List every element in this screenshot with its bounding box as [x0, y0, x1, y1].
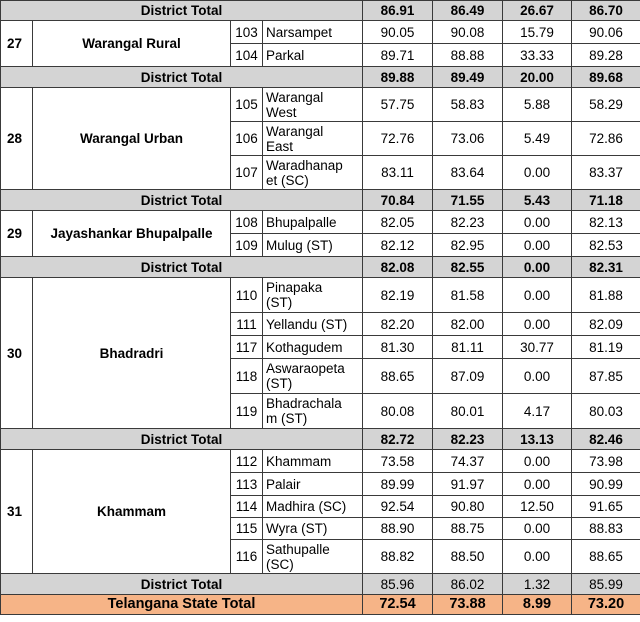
value-4: 82.09	[572, 313, 640, 336]
value-3: 0.00	[503, 313, 572, 336]
constituency-name	[263, 278, 363, 313]
value-3: 33.33	[503, 44, 572, 67]
value-1: 88.90	[363, 518, 433, 540]
state-value-3: 8.99	[503, 595, 572, 615]
value-4: 83.37	[572, 156, 640, 190]
district-serial: 30	[1, 278, 33, 429]
constituency-name-line1: Warangal	[266, 89, 324, 105]
value-1: 88.65	[363, 359, 433, 394]
constituency-row	[1, 278, 640, 313]
constituency-name-line1: Waradhanap	[266, 157, 343, 173]
value-1: 88.82	[363, 540, 433, 574]
total-value-3: 0.00	[503, 257, 572, 278]
value-2: 73.06	[433, 122, 503, 156]
district-name: Jayashankar Bhupalpalle	[33, 211, 231, 257]
constituency-name	[263, 88, 363, 122]
constituency-name-line1: Pinapaka	[266, 280, 323, 295]
constituency-name	[263, 122, 363, 156]
value-4: 88.83	[572, 518, 640, 540]
constituency-name-line2: (SC)	[266, 556, 294, 572]
value-2: 83.64	[433, 156, 503, 190]
total-value-1: 82.72	[363, 429, 433, 450]
total-value-4: 89.68	[572, 67, 640, 88]
total-value-1: 85.96	[363, 574, 433, 595]
value-2: 81.58	[433, 278, 503, 313]
value-1: 81.30	[363, 336, 433, 359]
constituency-code: 118	[231, 359, 263, 394]
total-value-3: 1.32	[503, 574, 572, 595]
value-1: 80.08	[363, 394, 433, 429]
district-name: Warangal Urban	[33, 88, 231, 190]
value-3: 30.77	[503, 336, 572, 359]
value-2: 82.00	[433, 313, 503, 336]
value-3: 0.00	[503, 156, 572, 190]
value-2: 82.23	[433, 211, 503, 234]
constituency-name: Palair	[263, 473, 363, 496]
state-value-2: 73.88	[433, 595, 503, 615]
value-1: 73.58	[363, 450, 433, 473]
value-3: 5.88	[503, 88, 572, 122]
total-value-3: 5.43	[503, 190, 572, 211]
value-2: 88.88	[433, 44, 503, 67]
state-total-row	[1, 595, 640, 615]
value-1: 90.05	[363, 21, 433, 44]
constituency-name-line2: et (SC)	[266, 172, 309, 188]
constituency-code: 111	[231, 313, 263, 336]
district-serial: 27	[1, 21, 33, 67]
total-value-4: 86.70	[572, 1, 640, 21]
constituency-code: 105	[231, 88, 263, 122]
value-3: 0.00	[503, 359, 572, 394]
total-value-4: 85.99	[572, 574, 640, 595]
constituency-name-line2: East	[266, 138, 294, 154]
value-3: 0.00	[503, 540, 572, 574]
constituency-code: 108	[231, 211, 263, 234]
district-serial: 29	[1, 211, 33, 257]
value-2: 58.83	[433, 88, 503, 122]
value-1: 82.19	[363, 278, 433, 313]
district-total-label: District Total	[1, 429, 363, 450]
constituency-code: 110	[231, 278, 263, 313]
total-value-4: 82.46	[572, 429, 640, 450]
value-4: 73.98	[572, 450, 640, 473]
district-total-label: District Total	[1, 1, 363, 21]
constituency-row	[1, 21, 640, 44]
value-2: 82.95	[433, 234, 503, 257]
value-3: 4.17	[503, 394, 572, 429]
total-value-3: 20.00	[503, 67, 572, 88]
value-4: 87.85	[572, 359, 640, 394]
state-total-label: Telangana State Total	[1, 595, 363, 615]
constituency-name-line2: West	[266, 104, 297, 120]
district-name: Warangal Rural	[33, 21, 231, 67]
constituency-name-line1: Bhadrachala	[266, 396, 342, 411]
district-total-label: District Total	[1, 190, 363, 211]
total-value-1: 70.84	[363, 190, 433, 211]
constituency-name	[263, 359, 363, 394]
total-value-3: 13.13	[503, 429, 572, 450]
district-total-label: District Total	[1, 67, 363, 88]
value-3: 0.00	[503, 211, 572, 234]
constituency-name: Mulug (ST)	[263, 234, 363, 257]
value-1: 82.12	[363, 234, 433, 257]
value-4: 81.88	[572, 278, 640, 313]
value-1: 72.76	[363, 122, 433, 156]
constituency-name	[263, 156, 363, 190]
constituency-name-line1: Sathupalle	[266, 541, 330, 557]
value-1: 89.99	[363, 473, 433, 496]
value-2: 88.75	[433, 518, 503, 540]
constituency-code: 119	[231, 394, 263, 429]
constituency-code: 116	[231, 540, 263, 574]
constituency-name: Khammam	[263, 450, 363, 473]
constituency-code: 109	[231, 234, 263, 257]
total-value-1: 86.91	[363, 1, 433, 21]
value-1: 57.75	[363, 88, 433, 122]
value-3: 12.50	[503, 496, 572, 518]
constituency-name: Parkal	[263, 44, 363, 67]
value-2: 80.01	[433, 394, 503, 429]
value-2: 74.37	[433, 450, 503, 473]
constituency-code: 112	[231, 450, 263, 473]
value-4: 58.29	[572, 88, 640, 122]
value-4: 81.19	[572, 336, 640, 359]
total-value-3: 26.67	[503, 1, 572, 21]
value-2: 88.50	[433, 540, 503, 574]
constituency-code: 104	[231, 44, 263, 67]
constituency-name: Wyra (ST)	[263, 518, 363, 540]
constituency-name-line1: Warangal	[266, 123, 324, 139]
district-serial: 31	[1, 450, 33, 574]
value-3: 0.00	[503, 518, 572, 540]
district-total-row	[1, 429, 640, 450]
value-1: 82.20	[363, 313, 433, 336]
constituency-code: 103	[231, 21, 263, 44]
value-1: 92.54	[363, 496, 433, 518]
constituency-name	[263, 394, 363, 429]
value-2: 90.80	[433, 496, 503, 518]
district-total-row	[1, 1, 640, 21]
district-total-label: District Total	[1, 574, 363, 595]
value-1: 89.71	[363, 44, 433, 67]
total-value-2: 89.49	[433, 67, 503, 88]
value-2: 91.97	[433, 473, 503, 496]
constituency-code: 106	[231, 122, 263, 156]
constituency-row	[1, 450, 640, 473]
constituency-row	[1, 211, 640, 234]
value-4: 90.06	[572, 21, 640, 44]
constituency-row	[1, 88, 640, 122]
total-value-2: 82.55	[433, 257, 503, 278]
value-4: 90.99	[572, 473, 640, 496]
constituency-code: 113	[231, 473, 263, 496]
constituency-name: Madhira (SC)	[263, 496, 363, 518]
value-3: 15.79	[503, 21, 572, 44]
constituency-code: 115	[231, 518, 263, 540]
value-3: 0.00	[503, 473, 572, 496]
value-4: 91.65	[572, 496, 640, 518]
constituency-code: 114	[231, 496, 263, 518]
district-total-label: District Total	[1, 257, 363, 278]
value-2: 87.09	[433, 359, 503, 394]
total-value-4: 82.31	[572, 257, 640, 278]
value-4: 80.03	[572, 394, 640, 429]
constituency-name	[263, 540, 363, 574]
value-1: 82.05	[363, 211, 433, 234]
total-value-1: 89.88	[363, 67, 433, 88]
state-value-4: 73.20	[572, 595, 640, 615]
district-name: Khammam	[33, 450, 231, 574]
constituency-name: Kothagudem	[263, 336, 363, 359]
value-4: 82.13	[572, 211, 640, 234]
district-total-row	[1, 574, 640, 595]
value-4: 88.65	[572, 540, 640, 574]
district-total-row	[1, 67, 640, 88]
total-value-2: 86.02	[433, 574, 503, 595]
value-2: 90.08	[433, 21, 503, 44]
constituency-name-line1: Aswaraopeta	[266, 361, 345, 376]
district-serial: 28	[1, 88, 33, 190]
district-total-row	[1, 190, 640, 211]
value-3: 0.00	[503, 234, 572, 257]
value-3: 0.00	[503, 450, 572, 473]
value-3: 0.00	[503, 278, 572, 313]
constituency-name-line2: m (ST)	[266, 411, 308, 426]
total-value-4: 71.18	[572, 190, 640, 211]
total-value-2: 82.23	[433, 429, 503, 450]
constituency-name: Narsampet	[263, 21, 363, 44]
constituency-name-line2: (ST)	[266, 295, 293, 310]
value-4: 89.28	[572, 44, 640, 67]
constituency-code: 107	[231, 156, 263, 190]
total-value-1: 82.08	[363, 257, 433, 278]
value-2: 81.11	[433, 336, 503, 359]
district-total-row	[1, 257, 640, 278]
total-value-2: 71.55	[433, 190, 503, 211]
value-4: 72.86	[572, 122, 640, 156]
constituency-name: Bhupalpalle	[263, 211, 363, 234]
constituency-name: Yellandu (ST)	[263, 313, 363, 336]
constituency-code: 117	[231, 336, 263, 359]
state-value-1: 72.54	[363, 595, 433, 615]
value-4: 82.53	[572, 234, 640, 257]
value-1: 83.11	[363, 156, 433, 190]
constituency-name-line2: (ST)	[266, 376, 293, 391]
total-value-2: 86.49	[433, 1, 503, 21]
district-name: Bhadradri	[33, 278, 231, 429]
value-3: 5.49	[503, 122, 572, 156]
